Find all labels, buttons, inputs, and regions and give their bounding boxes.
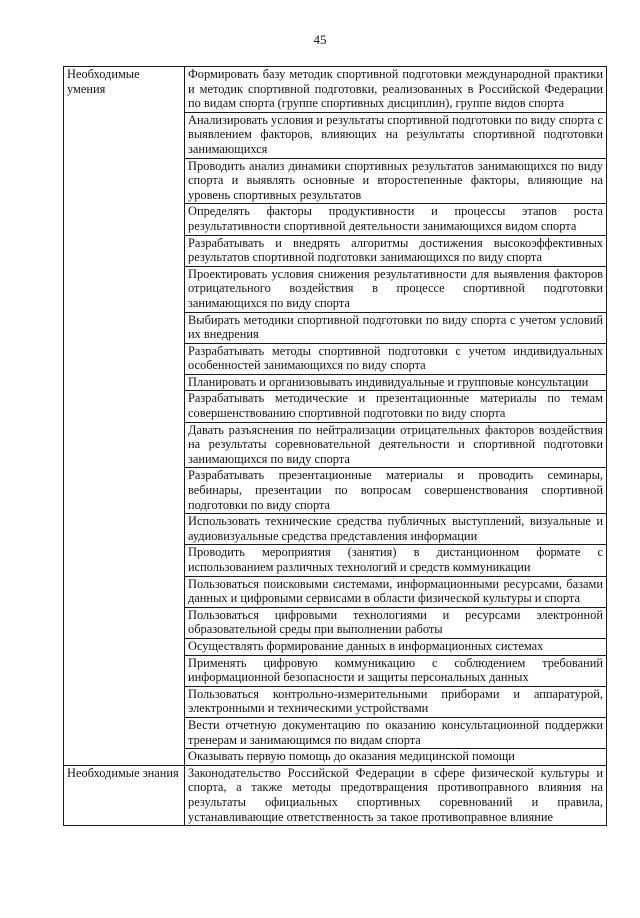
requirements-table (63, 66, 607, 826)
requirement-item: Пользоваться контрольно-измерительными приборами и аппаратурой, электронными и техническими устройствами (185, 686, 607, 717)
requirement-item: Формировать базу методик спортивной подготовки международной практики и методик спортивной подготовки, реализованных в Российской Федерации по видам спорта (группе спортивных дисциплин), группе видов спорта (185, 67, 607, 113)
requirement-item: Пользоваться поисковыми системами, информационными ресурсами, базами данных и цифровыми сервисами в области физической культуры и спорта (185, 576, 607, 607)
requirement-item: Разрабатывать методы спортивной подготовки с учетом индивидуальных особенностей занимающихся по виду спорта (185, 343, 607, 374)
requirement-item: Определять факторы продуктивности и процессы этапов роста результативности спортивной деятельности занимающихся видом спорта (185, 204, 607, 235)
section-label: Необходимые знания (64, 765, 185, 825)
requirement-item: Пользоваться цифровыми технологиями и ресурсами электронной образовательной среды при выполнении работы (185, 607, 607, 638)
requirement-item: Выбирать методики спортивной подготовки по виду спорта с учетом условий их внедрения (185, 312, 607, 343)
requirement-item: Осуществлять формирование данных в информационных системах (185, 638, 607, 655)
requirement-item: Законодательство Российской Федерации в сфере физической культуры и спорта, а также методы предотвращения противоправного влияния на результаты официальных спортивных соревнований и правила, устанавливающие ответственность за такое противоправное влияние (185, 765, 607, 825)
section-label: Необходимые умения (64, 67, 185, 766)
requirement-item: Проводить мероприятия (занятия) в дистанционном формате с использованием различных технологий и средств коммуникации (185, 545, 607, 576)
requirement-item: Разрабатывать и внедрять алгоритмы достижения высокоэффективных результатов спортивной подготовки занимающихся по виду спорта (185, 235, 607, 266)
requirement-item: Разрабатывать методические и презентационные материалы по темам совершенствованию спортивной подготовки по виду спорта (185, 391, 607, 422)
requirement-item: Проектировать условия снижения результативности для выявления факторов отрицательного воздействия в процессе спортивной подготовки занимающихся по виду спорта (185, 266, 607, 312)
table-row (64, 765, 607, 825)
page-number: 45 (313, 32, 327, 47)
requirement-item: Применять цифровую коммуникацию с соблюдением требований информационной безопасности и защиты персональных данных (185, 655, 607, 686)
requirement-item: Проводить анализ динамики спортивных результатов занимающихся по виду спорта и выявлять основные и второстепенные факторы, влияющие на уровень спортивных результатов (185, 158, 607, 204)
requirement-item: Вести отчетную документацию по оказанию консультационной поддержки тренерам и занимающимся по видам спорта (185, 717, 607, 748)
requirement-item: Использовать технические средства публичных выступлений, визуальные и аудиовизуальные средства представления информации (185, 514, 607, 545)
requirement-item: Планировать и организовывать индивидуальные и групповые консультации (185, 374, 607, 391)
requirement-item: Разрабатывать презентационные материалы и проводить семинары, вебинары, презентации по вопросам совершенствования спортивной подготовки по виду спорта (185, 468, 607, 514)
table-row (64, 67, 607, 113)
requirement-item: Оказывать первую помощь до оказания медицинской помощи (185, 749, 607, 766)
requirement-item: Анализировать условия и результаты спортивной подготовки по виду спорта с выявлением факторов, влияющих на результаты спортивной подготовки занимающихся (185, 112, 607, 158)
requirement-item: Давать разъяснения по нейтрализации отрицательных факторов воздействия на результаты соревновательной деятельности и спортивной подготовки занимающихся по виду спорта (185, 422, 607, 468)
